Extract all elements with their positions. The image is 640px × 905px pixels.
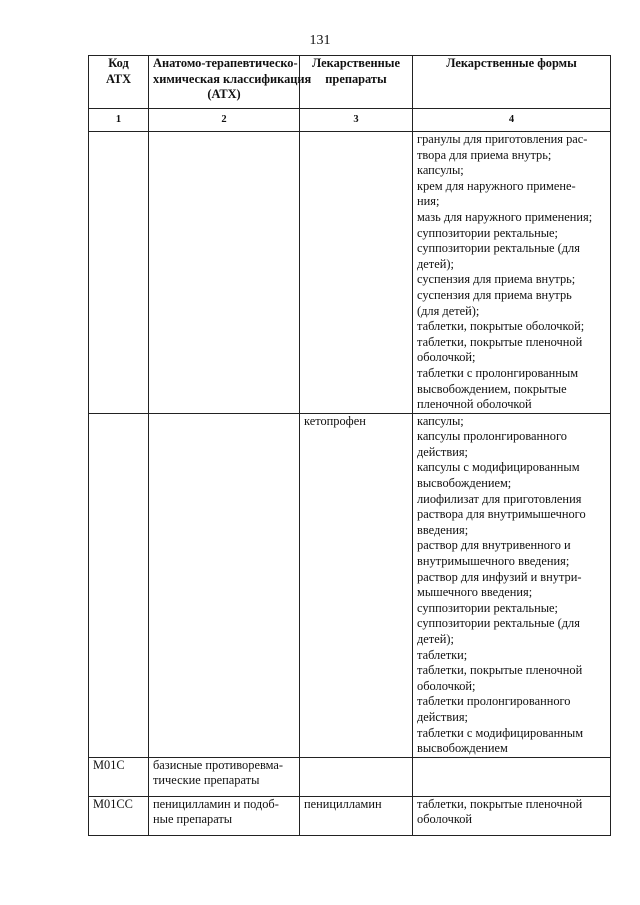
- table-header-row: [89, 56, 611, 109]
- header-atx-classification: Анатомо-терапевтическо- химическая классификация (АТХ): [149, 56, 300, 109]
- column-number: 4: [413, 109, 611, 132]
- dosage-form-line: твора для приема внутрь;: [417, 147, 552, 162]
- dosage-form-line: суппозитории ректальные;: [417, 600, 558, 615]
- classification-line: ные препараты: [153, 812, 233, 827]
- classification-cell: [149, 132, 300, 414]
- dosage-form-line: капсулы пролонгированного: [417, 429, 567, 444]
- dosage-form-line: таблетки, покрытые пленочной: [417, 663, 583, 678]
- classification-line: базисные противоревма-: [153, 757, 283, 772]
- atx-drug-table: [88, 55, 611, 836]
- dosage-forms-cell: [413, 796, 611, 835]
- dosage-forms-cell: [413, 132, 611, 414]
- table-row: [89, 413, 611, 757]
- dosage-form-line: действия;: [417, 709, 468, 724]
- classification-cell: [149, 796, 300, 835]
- dosage-forms-cell: [413, 757, 611, 796]
- classification-cell: [149, 413, 300, 757]
- dosage-form-line: детей);: [417, 256, 454, 271]
- dosage-form-line: действия;: [417, 444, 468, 459]
- dosage-forms-cell: [413, 413, 611, 757]
- dosage-form-line: раствор для инфузий и внутри-: [417, 569, 582, 584]
- classification-cell: [149, 757, 300, 796]
- dosage-form-line: введения;: [417, 522, 469, 537]
- header-dosage-forms: Лекарственные формы: [413, 56, 611, 109]
- table-row: [89, 796, 611, 835]
- classification-line: тические препараты: [153, 773, 260, 788]
- column-number: 3: [300, 109, 413, 132]
- drug-cell: кетопрофен: [300, 413, 413, 757]
- header-drugs: Лекарственные препараты: [300, 56, 413, 109]
- dosage-form-line: капсулы с модифицированным: [417, 460, 580, 475]
- dosage-form-line: ния;: [417, 194, 440, 209]
- dosage-form-line: детей);: [417, 632, 454, 646]
- dosage-form-line: пленочной оболочкой: [417, 397, 532, 412]
- atx-code-cell: M01C: [89, 757, 149, 796]
- atx-code-cell: [89, 132, 149, 414]
- dosage-form-line: таблетки;: [417, 647, 468, 662]
- column-number-row: [89, 109, 611, 132]
- dosage-form-line: раствор для внутривенного и: [417, 538, 571, 553]
- dosage-form-line: таблетки с пролонгированным: [417, 365, 579, 380]
- table-row: [89, 757, 611, 796]
- column-number: 2: [149, 109, 300, 132]
- dosage-form-line: таблетки пролонгированного: [417, 694, 571, 709]
- drug-cell: пеницилламин: [300, 796, 413, 835]
- dosage-form-line: мышечного введения;: [417, 585, 533, 600]
- dosage-form-line: суппозитории ректальные;: [417, 225, 558, 240]
- dosage-form-line: суспензия для приема внутрь: [417, 287, 572, 302]
- dosage-form-line: суппозитории ректальные (для: [417, 241, 580, 256]
- drug-cell: [300, 132, 413, 414]
- dosage-form-line: (для детей);: [417, 303, 480, 318]
- dosage-form-line: оболочкой: [417, 812, 473, 827]
- dosage-form-line: таблетки, покрытые пленочной: [417, 334, 583, 349]
- dosage-form-line: капсулы;: [417, 163, 464, 178]
- dosage-form-line: высвобождением;: [417, 476, 512, 491]
- dosage-form-line: таблетки, покрытые пленочной: [417, 796, 583, 811]
- dosage-form-line: оболочкой;: [417, 678, 476, 693]
- atx-code-cell: M01CC: [89, 796, 149, 835]
- dosage-form-line: высвобождением: [417, 741, 508, 756]
- dosage-form-line: высвобождением, покрытые: [417, 381, 567, 396]
- dosage-form-line: таблетки, покрытые оболочкой;: [417, 319, 585, 334]
- dosage-form-line: гранулы для приготовления рас-: [417, 132, 588, 146]
- dosage-form-line: крем для наружного примене-: [417, 178, 576, 193]
- table-row: [89, 132, 611, 414]
- dosage-form-line: мазь для наружного применения;: [417, 209, 593, 224]
- dosage-form-line: лиофилизат для приготовления: [417, 491, 582, 506]
- header-atx-code: Код АТХ: [89, 56, 149, 109]
- atx-code-cell: [89, 413, 149, 757]
- dosage-form-line: суппозитории ректальные (для: [417, 616, 580, 631]
- dosage-form-line: раствора для внутримышечного: [417, 507, 586, 522]
- classification-line: пеницилламин и подоб-: [153, 796, 279, 811]
- drug-cell: [300, 757, 413, 796]
- page-number: 131: [309, 33, 331, 48]
- dosage-form-line: капсулы;: [417, 413, 464, 428]
- dosage-form-line: таблетки с модифицированным: [417, 725, 584, 740]
- column-number: 1: [89, 109, 149, 132]
- dosage-form-line: внутримышечного введения;: [417, 554, 570, 569]
- dosage-form-line: суспензия для приема внутрь;: [417, 272, 576, 287]
- dosage-form-line: оболочкой;: [417, 350, 476, 365]
